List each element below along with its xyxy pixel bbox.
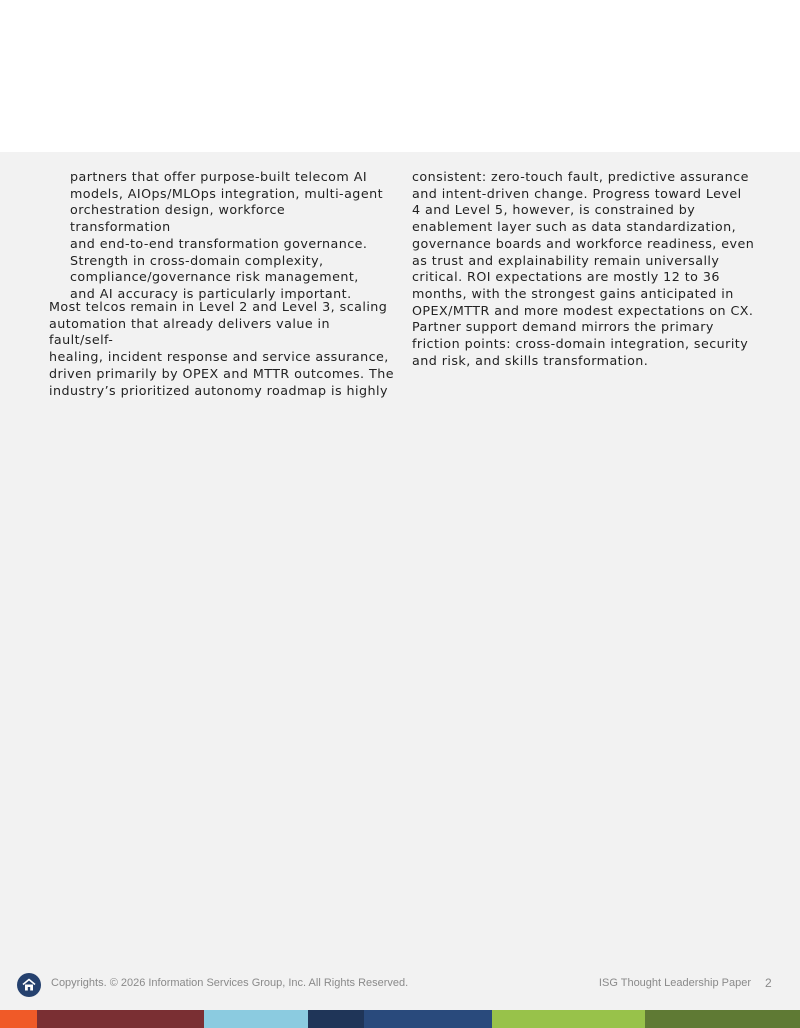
footer-paper-label: ISG Thought Leadership Paper (598, 977, 751, 989)
home-icon[interactable] (17, 973, 41, 997)
home-icon-glyph (21, 977, 37, 993)
footer-copyright: Copyrights. © 2026 Information Services Group, Inc. All Rights Reserved. (51, 977, 409, 989)
color-bar-segment (308, 1010, 364, 1028)
page-number: 2 (765, 976, 772, 990)
color-bar-segment (492, 1010, 645, 1028)
left-paragraph: Most telcos remain in Level 2 and Level 3, scaling automation that already delivers value in fault/self- healing, incident response and service assurance, driven primarily by OPEX and MTTR outcomes. The industry’s prioritized autonomy roadmap is highly (49, 299, 394, 398)
right-paragraph: consistent: zero-touch fault, predictive assurance and intent-driven change. Progress toward Level 4 and Level 5, however, is constrained by enablement layer such as data standardization, governance boards and workforce readiness, even as trust and explainability remain universally critical. ROI expectations are mostly 12 to 36 months, with the strongest gains anticipated in OPEX/MTTR and more modest expectations on CX. Partner support demand mirrors the primary friction points: cross-domain integration, security and risk, and skills transformation. (412, 169, 755, 368)
color-bar-segment (204, 1010, 308, 1028)
color-bar-segment (37, 1010, 204, 1028)
page-header-blank (0, 0, 800, 152)
color-bar-segment (0, 1010, 37, 1028)
footer-color-bar (0, 1010, 800, 1028)
color-bar-segment (645, 1010, 800, 1028)
left-indented-paragraph: partners that offer purpose-built telecom AI models, AIOps/MLOps integration, multi-agent orchestration design, workforce transformation and end-to-end transformation governance. Strength in cross-domain complexity, compliance/governance risk management, and AI accuracy is particularly important. (70, 169, 383, 301)
color-bar-segment (364, 1010, 492, 1028)
